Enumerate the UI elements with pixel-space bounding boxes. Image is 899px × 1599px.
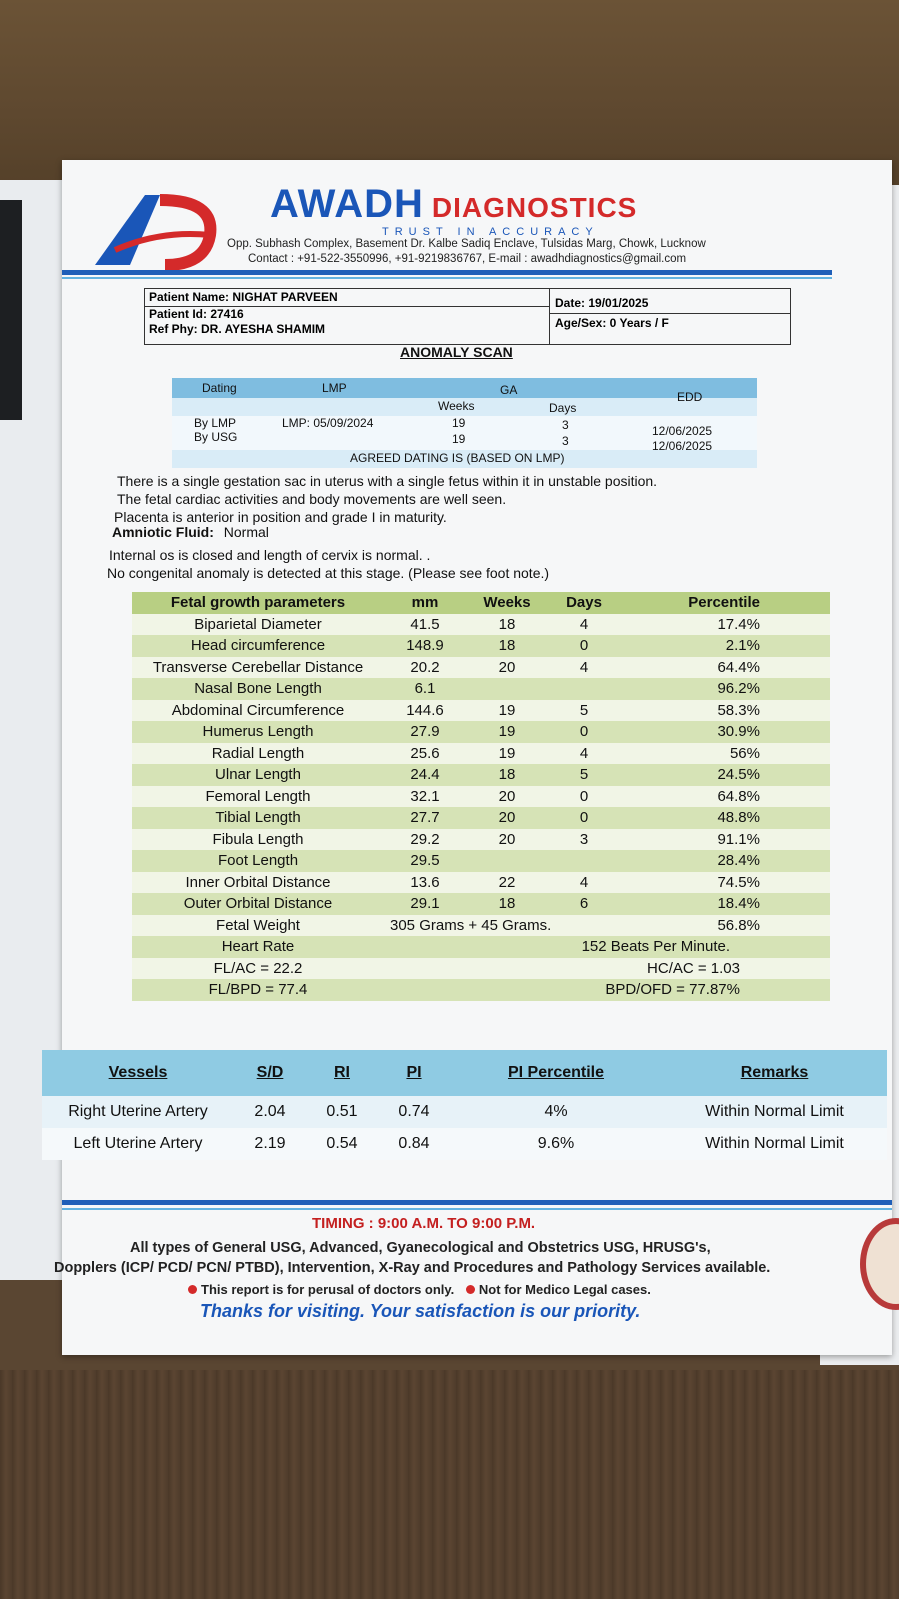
param-name: Femoral Length xyxy=(132,786,384,808)
vessel-row xyxy=(42,1096,887,1128)
vessels-header: Vessels xyxy=(42,1050,234,1096)
param-header: Fetal growth parameters xyxy=(132,592,384,614)
patient-id: Patient Id: 27416 xyxy=(149,307,244,321)
param-mm: 27.7 xyxy=(384,807,466,829)
ri-header: RI xyxy=(306,1050,378,1096)
param-days: 4 xyxy=(548,872,620,894)
param-weeks: 19 xyxy=(466,721,548,743)
growth-row xyxy=(132,872,830,894)
param-mm: 29.5 xyxy=(384,850,466,872)
param-name: Humerus Length xyxy=(132,721,384,743)
weeks-col-header: Weeks xyxy=(466,592,548,614)
param-days: 0 xyxy=(548,807,620,829)
param-days: 4 xyxy=(548,614,620,636)
report-date: Date: 19/01/2025 xyxy=(555,296,649,310)
heart-rate-value: 152 Beats Per Minute. xyxy=(384,936,830,958)
hc-ac-ratio: HC/AC = 1.03 xyxy=(384,958,830,980)
param-mm: 41.5 xyxy=(384,614,466,636)
growth-row xyxy=(132,807,830,829)
thanks-message: Thanks for visiting. Your satisfaction is our priority. xyxy=(200,1301,641,1321)
param-days: 0 xyxy=(548,635,620,657)
vessel-row xyxy=(42,1128,887,1160)
param-name: Inner Orbital Distance xyxy=(132,872,384,894)
param-days: 0 xyxy=(548,721,620,743)
folder-black-strip xyxy=(0,200,22,420)
param-mm: 32.1 xyxy=(384,786,466,808)
lmp-days: 3 xyxy=(562,418,569,432)
param-days: 6 xyxy=(548,893,620,915)
vessels-header-row xyxy=(42,1050,887,1096)
param-weeks: 22 xyxy=(466,872,548,894)
dating-table xyxy=(172,378,757,470)
growth-row xyxy=(132,635,830,657)
growth-row xyxy=(132,721,830,743)
growth-row xyxy=(132,786,830,808)
days-header: Days xyxy=(549,401,577,415)
patient-name: Patient Name: NIGHAT PARVEEN xyxy=(149,290,338,304)
param-weeks: 20 xyxy=(466,657,548,679)
param-mm: 24.4 xyxy=(384,764,466,786)
param-weeks: 19 xyxy=(466,743,548,765)
heart-rate-row xyxy=(132,936,830,958)
fetal-weight-row xyxy=(132,915,830,937)
fetal-growth-table xyxy=(132,592,830,1001)
usg-weeks: 19 xyxy=(452,432,466,446)
param-days: 5 xyxy=(548,700,620,722)
vessel-name: Right Uterine Artery xyxy=(42,1096,234,1128)
note-1: This report is for perusal of doctors only. xyxy=(201,1282,455,1297)
note-2: Not for Medico Legal cases. xyxy=(478,1282,651,1297)
ga-header: GA xyxy=(500,383,518,397)
param-mm: 29.1 xyxy=(384,893,466,915)
header-divider-light xyxy=(62,277,832,279)
ref-physician: Ref Phy: DR. AYESHA SHAMIM xyxy=(149,322,326,336)
vessel-pi: 0.74 xyxy=(378,1096,450,1128)
param-days: 4 xyxy=(548,657,620,679)
lmp-weeks: 19 xyxy=(452,416,466,430)
fetal-weight-value: 305 Grams + 45 Grams. xyxy=(384,915,620,937)
growth-row xyxy=(132,743,830,765)
finding-line-4: Internal os is closed and length of cervix is normal. . xyxy=(109,547,431,563)
param-name: Radial Length xyxy=(132,743,384,765)
growth-header-row xyxy=(132,592,830,614)
growth-row xyxy=(132,657,830,679)
vessel-name: Left Uterine Artery xyxy=(42,1128,234,1160)
param-percentile: 17.4% xyxy=(620,614,830,636)
fl-bpd-ratio: FL/BPD = 77.4 xyxy=(132,979,384,1001)
param-mm: 29.2 xyxy=(384,829,466,851)
amniotic-value: Normal xyxy=(223,524,269,540)
param-mm: 144.6 xyxy=(384,700,466,722)
finding-line-1: There is a single gestation sac in uterus with a single fetus within it in unstable position. xyxy=(117,473,658,489)
percentile-header: Percentile xyxy=(620,592,830,614)
param-name: Ulnar Length xyxy=(132,764,384,786)
param-days: 4 xyxy=(548,743,620,765)
param-name: Abdominal Circumference xyxy=(132,700,384,722)
param-percentile: 48.8% xyxy=(620,807,830,829)
vessel-remarks: Within Normal Limit xyxy=(662,1096,887,1128)
param-percentile: 91.1% xyxy=(620,829,830,851)
param-days xyxy=(548,678,620,700)
param-name: Foot Length xyxy=(132,850,384,872)
param-mm: 25.6 xyxy=(384,743,466,765)
seal-icon xyxy=(860,1218,899,1310)
vessel-pi-pct: 9.6% xyxy=(450,1128,662,1160)
ratio-row xyxy=(132,958,830,980)
fetal-weight-label: Fetal Weight xyxy=(132,915,384,937)
param-days: 5 xyxy=(548,764,620,786)
usg-days: 3 xyxy=(562,434,569,448)
contact-info: Contact : +91-522-3550996, +91-9219836767, E-mail : awadhdiagnostics@gmail.com xyxy=(248,253,687,265)
param-percentile: 30.9% xyxy=(620,721,830,743)
param-name: Outer Orbital Distance xyxy=(132,893,384,915)
vessel-pi-pct: 4% xyxy=(450,1096,662,1128)
brand-name xyxy=(270,182,637,227)
param-days xyxy=(548,850,620,872)
agreed-dating: AGREED DATING IS (BASED ON LMP) xyxy=(350,451,565,465)
fetal-weight-percentile: 56.8% xyxy=(620,915,830,937)
param-mm: 148.9 xyxy=(384,635,466,657)
param-name: Biparietal Diameter xyxy=(132,614,384,636)
vessel-remarks: Within Normal Limit xyxy=(662,1128,887,1160)
edd-header: EDD xyxy=(677,390,703,404)
param-percentile: 58.3% xyxy=(620,700,830,722)
services-line-1: All types of General USG, Advanced, Gyanecological and Obstetrics USG, HRUSG's, xyxy=(130,1240,711,1256)
by-usg-label: By USG xyxy=(194,430,238,444)
finding-line-2: The fetal cardiac activities and body movements are well seen. xyxy=(117,491,507,507)
param-weeks: 20 xyxy=(466,786,548,808)
param-mm: 6.1 xyxy=(384,678,466,700)
param-percentile: 64.4% xyxy=(620,657,830,679)
services-line-2: Dopplers (ICP/ PCD/ PCN/ PTBD), Intervention, X-Ray and Procedures and Pathology Services available. xyxy=(54,1260,771,1276)
report-title: ANOMALY SCAN xyxy=(400,344,513,360)
amniotic-label: Amniotic Fluid: xyxy=(112,524,214,540)
param-percentile: 96.2% xyxy=(620,678,830,700)
doppler-vessels-table xyxy=(42,1050,887,1160)
param-weeks: 18 xyxy=(466,614,548,636)
param-weeks: 18 xyxy=(466,764,548,786)
param-days: 0 xyxy=(548,786,620,808)
param-days: 3 xyxy=(548,829,620,851)
ratio-row xyxy=(132,979,830,1001)
vessel-pi: 0.84 xyxy=(378,1128,450,1160)
awadh-logo-icon xyxy=(90,190,220,270)
usg-edd: 12/06/2025 xyxy=(652,439,713,453)
dating-header: Dating xyxy=(202,381,237,395)
growth-row xyxy=(132,829,830,851)
param-weeks xyxy=(466,678,548,700)
background-fabric-bottom xyxy=(0,1370,899,1599)
param-name: Tibial Length xyxy=(132,807,384,829)
address: Opp. Subhash Complex, Basement Dr. Kalbe Sadiq Enclave, Tulsidas Marg, Chowk, Lucknow xyxy=(227,238,706,250)
sd-header: S/D xyxy=(234,1050,306,1096)
vessel-ri: 0.51 xyxy=(306,1096,378,1128)
header-divider xyxy=(62,270,832,275)
param-mm: 27.9 xyxy=(384,721,466,743)
param-weeks: 19 xyxy=(466,700,548,722)
bullet-icon xyxy=(188,1285,197,1294)
weeks-header: Weeks xyxy=(438,399,475,413)
amniotic-fluid xyxy=(112,524,269,540)
vessel-sd: 2.19 xyxy=(234,1128,306,1160)
patient-info-box xyxy=(144,288,791,345)
growth-row xyxy=(132,700,830,722)
param-name: Transverse Cerebellar Distance xyxy=(132,657,384,679)
growth-row xyxy=(132,850,830,872)
tagline: TRUST IN ACCURACY xyxy=(382,226,599,238)
age-sex: Age/Sex: 0 Years / F xyxy=(555,316,669,330)
brand-main: AWADH xyxy=(270,182,424,226)
param-percentile: 2.1% xyxy=(620,635,830,657)
param-name: Fibula Length xyxy=(132,829,384,851)
vessel-ri: 0.54 xyxy=(306,1128,378,1160)
param-percentile: 74.5% xyxy=(620,872,830,894)
param-name: Head circumference xyxy=(132,635,384,657)
growth-row xyxy=(132,614,830,636)
param-percentile: 56% xyxy=(620,743,830,765)
param-weeks: 18 xyxy=(466,635,548,657)
heart-rate-label: Heart Rate xyxy=(132,936,384,958)
param-weeks: 18 xyxy=(466,893,548,915)
pi-percentile-header: PI Percentile xyxy=(450,1050,662,1096)
bullet-icon xyxy=(466,1285,475,1294)
lmp-edd: 12/06/2025 xyxy=(652,424,713,438)
report-paper xyxy=(54,160,892,1355)
footer-divider xyxy=(62,1200,892,1205)
vessel-sd: 2.04 xyxy=(234,1096,306,1128)
footer-notes xyxy=(188,1282,651,1297)
growth-row xyxy=(132,893,830,915)
param-mm: 20.2 xyxy=(384,657,466,679)
remarks-header: Remarks xyxy=(662,1050,887,1096)
param-name: Nasal Bone Length xyxy=(132,678,384,700)
param-weeks: 20 xyxy=(466,829,548,851)
param-percentile: 28.4% xyxy=(620,850,830,872)
lmp-date: LMP: 05/09/2024 xyxy=(282,416,374,430)
pi-header: PI xyxy=(378,1050,450,1096)
by-lmp-label: By LMP xyxy=(194,416,237,430)
days-col-header: Days xyxy=(548,592,620,614)
param-percentile: 24.5% xyxy=(620,764,830,786)
growth-row xyxy=(132,678,830,700)
param-percentile: 64.8% xyxy=(620,786,830,808)
bpd-ofd-ratio: BPD/OFD = 77.87% xyxy=(384,979,830,1001)
param-weeks: 20 xyxy=(466,807,548,829)
brand-sub: DIAGNOSTICS xyxy=(431,192,638,223)
fl-ac-ratio: FL/AC = 22.2 xyxy=(132,958,384,980)
param-mm: 13.6 xyxy=(384,872,466,894)
timing: TIMING : 9:00 A.M. TO 9:00 P.M. xyxy=(312,1215,536,1232)
param-percentile: 18.4% xyxy=(620,893,830,915)
footer-divider-light xyxy=(62,1208,892,1210)
finding-line-3: Placenta is anterior in position and grade I in maturity. xyxy=(114,509,447,525)
finding-line-5: No congenital anomaly is detected at this stage. (Please see foot note.) xyxy=(107,565,550,581)
growth-row xyxy=(132,764,830,786)
lmp-header: LMP xyxy=(322,381,347,395)
param-weeks xyxy=(466,850,548,872)
mm-header: mm xyxy=(384,592,466,614)
